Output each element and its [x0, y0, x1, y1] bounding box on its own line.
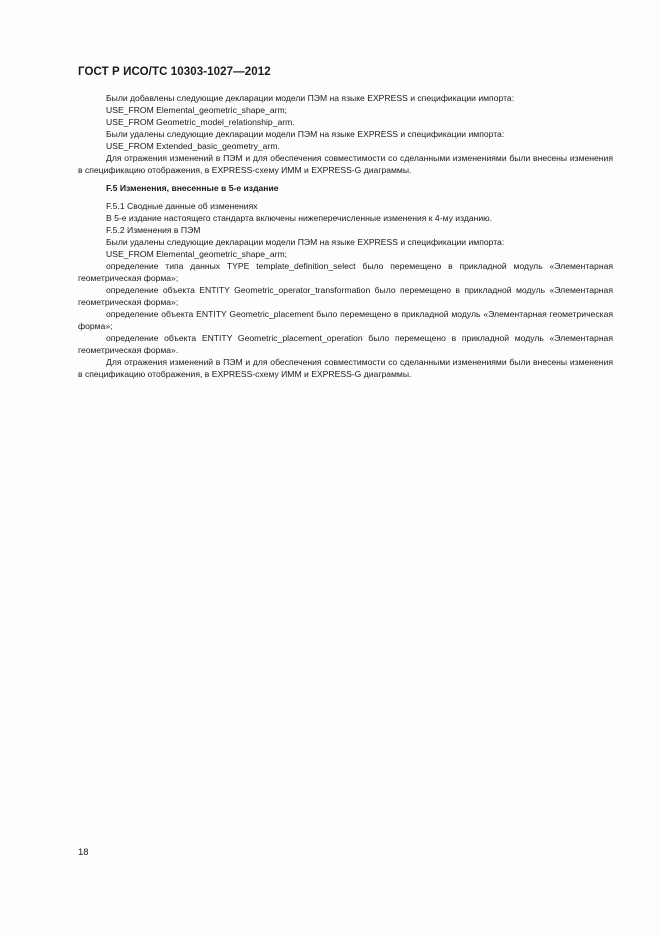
document-body: [78, 92, 613, 380]
paragraph: определение типа данных TYPE template_definition_select было перемещено в прикладной модуль «Элементарная геометрическая форма»;: [78, 261, 613, 283]
paragraph: определение объекта ENTITY Geometric_placement было перемещено в прикладной модуль «Элементарная геометрическая форма»;: [78, 309, 613, 331]
subsection-heading-f5-1: F.5.1 Сводные данные об изменениях: [106, 201, 258, 211]
code-line: USE_FROM Extended_basic_geometry_arm.: [106, 141, 280, 151]
page-number: 18: [78, 847, 89, 858]
paragraph: Для отражения изменений в ПЭМ и для обеспечения совместимости со сделанными изменениями были внесены изменения в спецификацию отображения, в EXPRESS-схему ИММ и EXPRESS-G диаграммы.: [78, 153, 613, 175]
paragraph: Были удалены следующие декларации модели ПЭМ на языке EXPRESS и спецификации импорта:: [106, 237, 505, 247]
code-line: USE_FROM Elemental_geometric_shape_arm;: [106, 105, 288, 115]
document-header: ГОСТ Р ИСО/ТС 10303-1027—2012: [78, 66, 271, 78]
subsection-heading-f5-2: F.5.2 Изменения в ПЭМ: [106, 225, 201, 235]
paragraph: определение объекта ENTITY Geometric_operator_transformation было перемещено в прикладной модуль «Элементарная геометрическая форма»;: [78, 285, 613, 307]
code-line: USE_FROM Geometric_model_relationship_arm.: [106, 117, 295, 127]
paragraph: В 5-е издание настоящего стандарта включены нижеперечисленные изменения к 4-му изданию.: [106, 213, 492, 223]
code-line: USE_FROM Elemental_geometric_shape_arm;: [106, 249, 288, 259]
paragraph: Были добавлены следующие декларации модели ПЭМ на языке EXPRESS и спецификации импорта:: [106, 93, 515, 103]
paragraph: Для отражения изменений в ПЭМ и для обеспечения совместимости со сделанными изменениями были внесены изменения в спецификацию отображения, в EXPRESS-схему ИММ и EXPRESS-G диаграммы.: [78, 357, 613, 379]
section-heading-f5: F.5 Изменения, внесенные в 5-е издание: [106, 183, 279, 193]
paragraph: Были удалены следующие декларации модели ПЭМ на языке EXPRESS и спецификации импорта:: [106, 129, 505, 139]
paragraph: определение объекта ENTITY Geometric_placement_operation было перемещено в прикладной модуль «Элементарная геометрическая форма».: [78, 333, 613, 355]
